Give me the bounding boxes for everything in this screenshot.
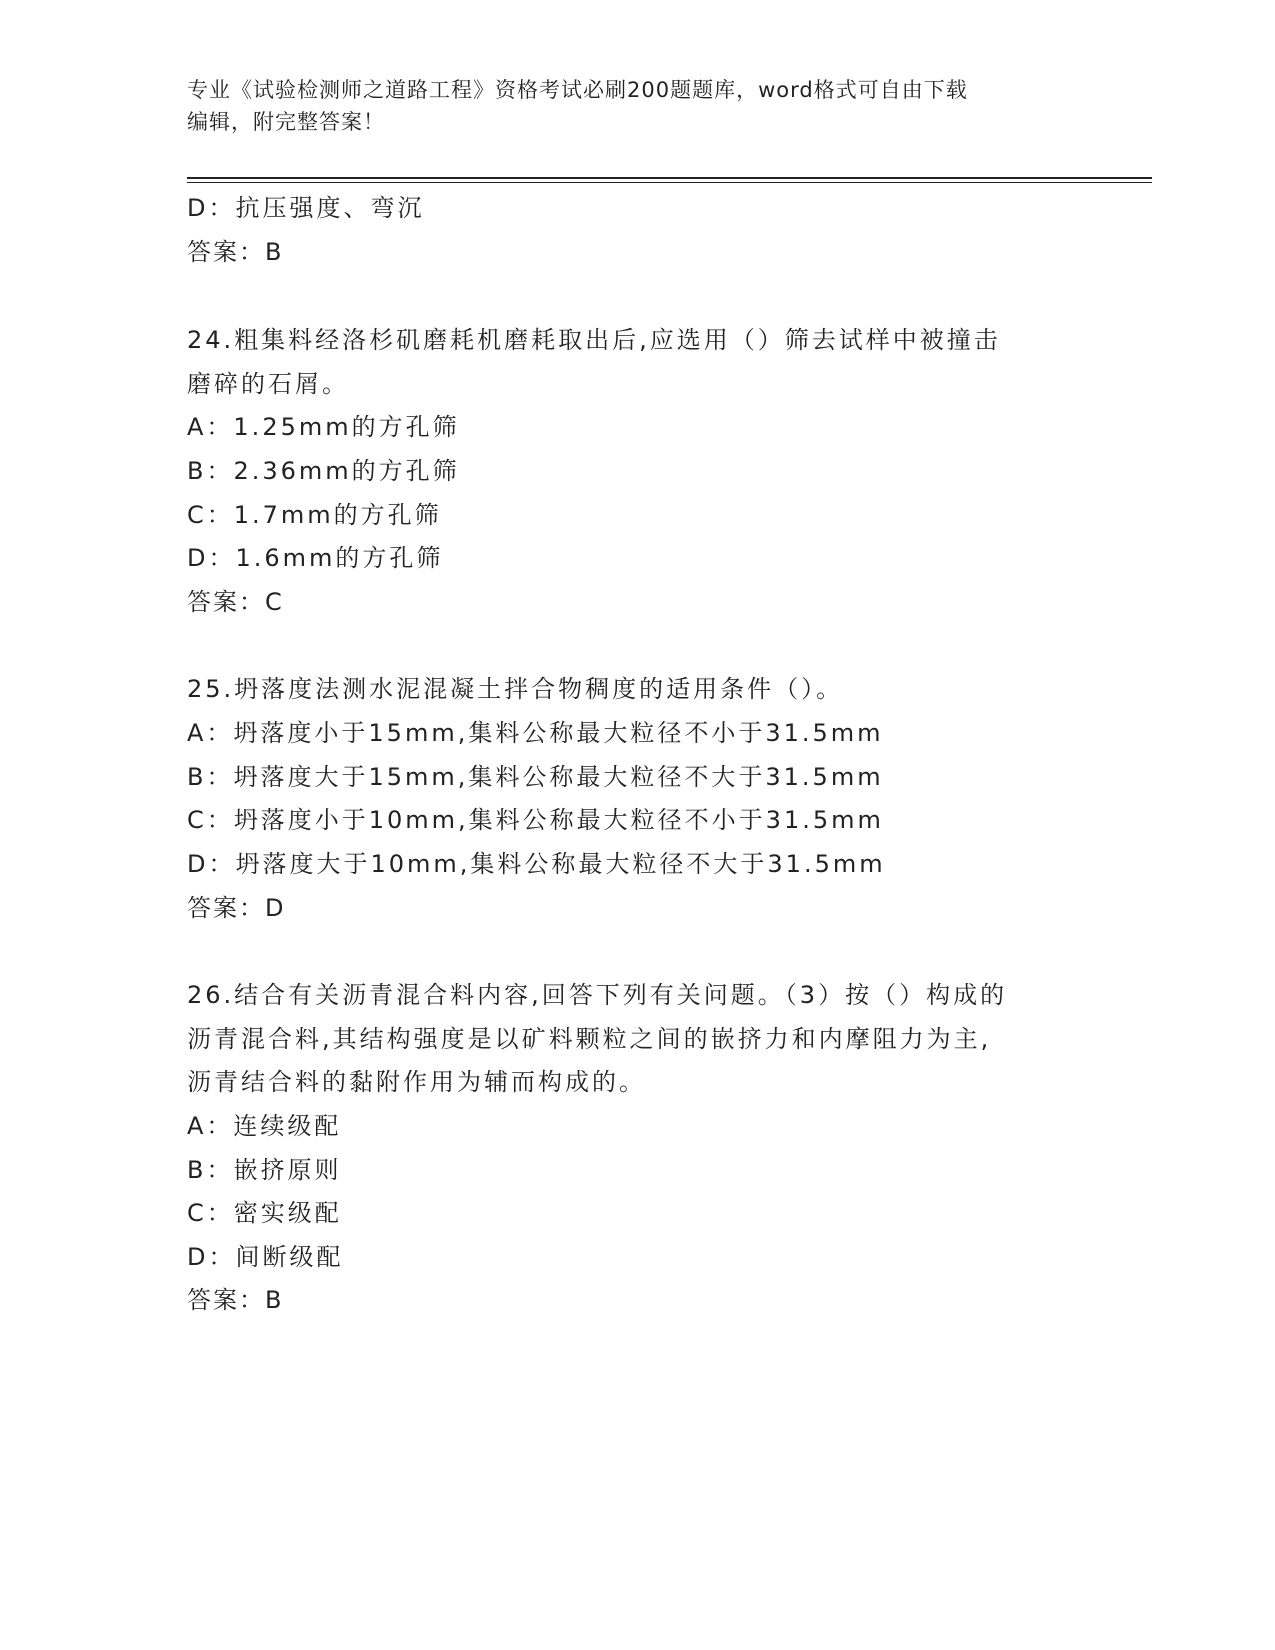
prev-answer: 答案：B (187, 238, 284, 266)
q24-option-c: C：1.7mm的方孔筛 (187, 501, 442, 529)
q24-answer: 答案：C (187, 588, 284, 616)
q26-stem-line-3: 沥青结合料的黏附作用为辅而构成的。 (187, 1068, 646, 1096)
q26-option-a: A：连续级配 (187, 1112, 342, 1140)
header-divider-thin (187, 182, 1152, 183)
q25-option-a: A：坍落度小于15mm,集料公称最大粒径不小于31.5mm (187, 719, 884, 747)
document-header (187, 74, 1087, 138)
header-line-1: 专业《试验检测师之道路工程》资格考试必刷200题题库，word格式可自由下载 (187, 78, 968, 102)
q24-stem-line-1: 24.粗集料经洛杉矶磨耗机磨耗取出后,应选用（）筛去试样中被撞击 (187, 326, 1001, 354)
q26-stem-line-2: 沥青混合料,其结构强度是以矿料颗粒之间的嵌挤力和内摩阻力为主, (187, 1025, 992, 1053)
header-divider-thick (187, 177, 1152, 179)
header-line-2: 编辑，附完整答案！ (187, 110, 385, 134)
q25-option-b: B：坍落度大于15mm,集料公称最大粒径不大于31.5mm (187, 763, 884, 791)
q26-option-c: C：密实级配 (187, 1199, 342, 1227)
q24-stem-line-2: 磨碎的石屑。 (187, 370, 349, 398)
q26-option-b: B：嵌挤原则 (187, 1156, 342, 1184)
prev-option-d: D：抗压强度、弯沉 (187, 194, 425, 222)
q24-option-d: D：1.6mm的方孔筛 (187, 544, 444, 572)
q26-stem-line-1: 26.结合有关沥青混合料内容,回答下列有关问题。（3）按（）构成的 (187, 981, 1008, 1009)
q24-option-b: B：2.36mm的方孔筛 (187, 457, 460, 485)
q24-option-a: A：1.25mm的方孔筛 (187, 413, 460, 441)
q25-stem-line-1: 25.坍落度法测水泥混凝土拌合物稠度的适用条件（）。 (187, 675, 844, 703)
q25-option-c: C：坍落度小于10mm,集料公称最大粒径不小于31.5mm (187, 806, 884, 834)
q26-option-d: D：间断级配 (187, 1243, 344, 1271)
q25-answer: 答案：D (187, 894, 286, 922)
q25-option-d: D：坍落度大于10mm,集料公称最大粒径不大于31.5mm (187, 850, 886, 878)
q26-answer: 答案：B (187, 1286, 284, 1314)
